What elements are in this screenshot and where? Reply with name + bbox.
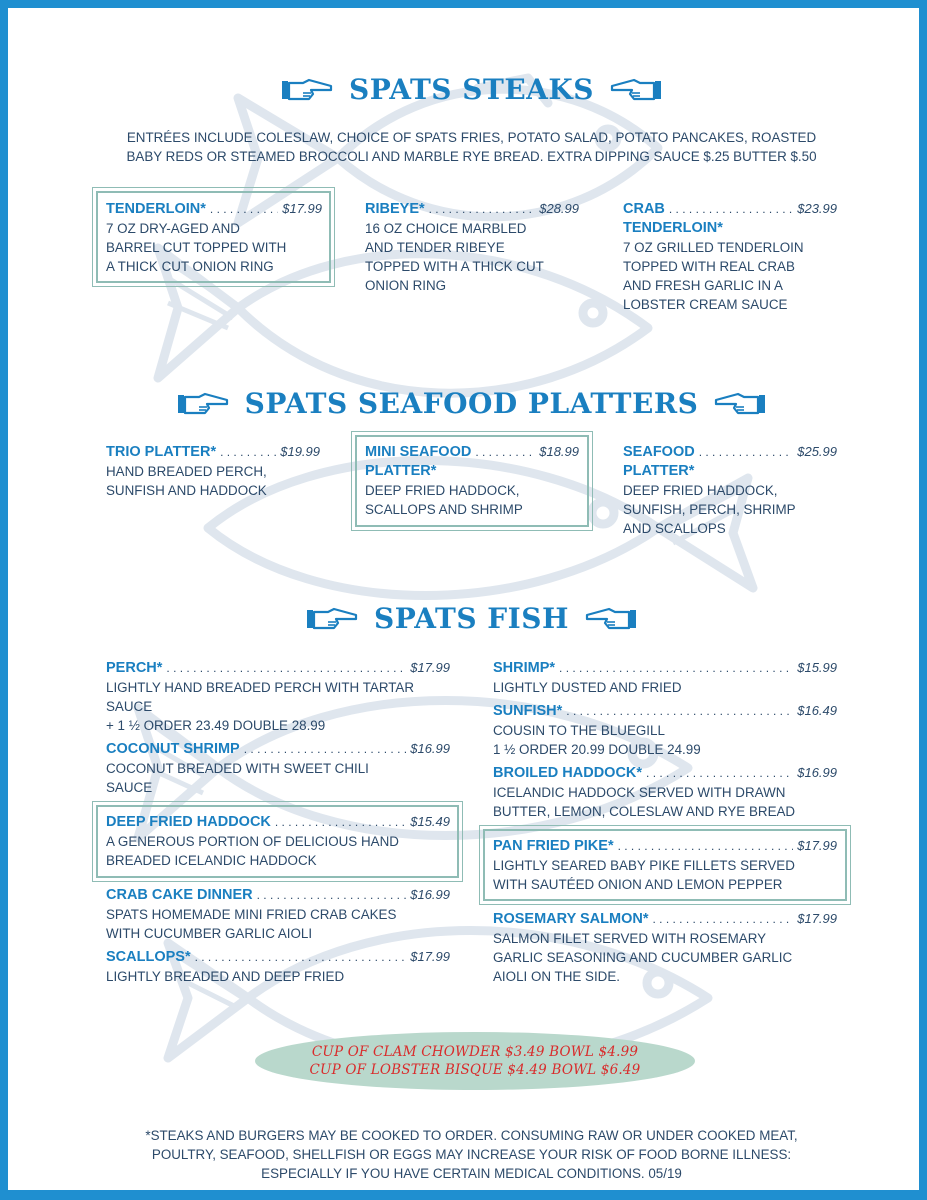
- item-desc-line: TOPPED WITH REAL CRAB: [623, 259, 795, 274]
- footer-line: ESPECIALLY IF YOU HAVE CERTAIN MEDICAL CONDITIONS. 05/19: [261, 1166, 682, 1181]
- item-desc-line: COUSIN TO THE BLUEGILL: [493, 723, 665, 738]
- item-price: $28.99: [539, 201, 579, 216]
- menu-item-scallops: [106, 948, 450, 986]
- item-desc-line: 7 OZ DRY-AGED AND: [106, 221, 240, 236]
- item-desc-line: A THICK CUT ONION RING: [106, 259, 274, 274]
- item-name-line2: PLATTER*: [365, 463, 437, 479]
- menu-item-mini-seafood-platter: [365, 443, 579, 519]
- soup-special-oval: [255, 1032, 695, 1090]
- item-desc-line: SCALLOPS AND SHRIMP: [365, 502, 523, 517]
- menu-item-seafood-platter: [623, 443, 837, 538]
- item-price: $16.49: [797, 703, 837, 718]
- item-desc-line: BUTTER, LEMON, COLESLAW AND RYE BREAD: [493, 804, 796, 819]
- item-name: RIBEYE*: [365, 201, 425, 217]
- item-desc-line: COCONUT BREADED WITH SWEET CHILI: [106, 761, 369, 776]
- item-name: COCONUT SHRIMP: [106, 741, 240, 757]
- item-desc-line: WITH SAUTÉED ONION AND LEMON PEPPER: [493, 877, 783, 892]
- item-price: $17.99: [797, 911, 837, 926]
- item-name: DEEP FRIED HADDOCK: [106, 814, 271, 830]
- item-desc-line: BARREL CUT TOPPED WITH: [106, 240, 287, 255]
- menu-item-rosemary-salmon: [493, 910, 837, 986]
- item-name: CRAB CAKE DINNER: [106, 887, 253, 903]
- pointing-hand-right-icon: [281, 77, 335, 103]
- steaks-title: SPATS STEAKS: [349, 73, 594, 106]
- menu-item-shrimp: [493, 659, 837, 697]
- menu-item-crab-cake-dinner: [106, 886, 450, 943]
- item-name: SUNFISH*: [493, 703, 563, 719]
- item-desc-line: LIGHTLY DUSTED AND FRIED: [493, 680, 682, 695]
- menu-item-sunfish: [493, 702, 837, 759]
- item-price: $17.99: [282, 201, 322, 216]
- item-desc-line: SUNFISH AND HADDOCK: [106, 483, 267, 498]
- item-desc-line: ONION RING: [365, 278, 447, 293]
- menu-item-ribeye: [365, 200, 579, 295]
- item-name: SEAFOOD: [623, 444, 695, 460]
- item-desc-line: SUNFISH, PERCH, SHRIMP: [623, 502, 796, 517]
- item-desc-line: DEEP FRIED HADDOCK,: [365, 483, 520, 498]
- item-desc-line: LIGHTLY HAND BREADED PERCH WITH TARTAR: [106, 680, 415, 695]
- item-name-line2: PLATTER*: [623, 463, 695, 479]
- item-price: $15.49: [410, 814, 450, 829]
- item-desc-line: AND SCALLOPS: [623, 521, 726, 536]
- steaks-heading: [8, 73, 927, 106]
- item-name: CRAB: [623, 201, 665, 217]
- item-desc-line: BREADED ICELANDIC HADDOCK: [106, 853, 317, 868]
- menu-item-coconut-shrimp: [106, 740, 450, 797]
- item-desc-line: HAND BREADED PERCH,: [106, 464, 267, 479]
- item-desc-line: TOPPED WITH A THICK CUT: [365, 259, 544, 274]
- item-name: MINI SEAFOOD: [365, 444, 472, 460]
- item-price: $17.99: [410, 660, 450, 675]
- item-desc-line: GARLIC SEASONING AND CUCUMBER GARLIC: [493, 950, 793, 965]
- menu-item-broiled-haddock: [493, 764, 837, 821]
- item-price: $18.99: [539, 444, 579, 459]
- item-price: $19.99: [280, 444, 320, 459]
- menu-item-perch: [106, 659, 450, 735]
- item-name: BROILED HADDOCK*: [493, 765, 643, 781]
- item-name: PAN FRIED PIKE*: [493, 838, 614, 854]
- item-name: SCALLOPS*: [106, 949, 191, 965]
- item-desc-line: AND TENDER RIBEYE: [365, 240, 505, 255]
- item-name: ROSEMARY SALMON*: [493, 911, 649, 927]
- item-desc-line: ICELANDIC HADDOCK SERVED WITH DRAWN: [493, 785, 786, 800]
- item-desc-line: + 1 ½ ORDER 23.49 DOUBLE 28.99: [106, 718, 326, 733]
- menu-item-pan-fried-pike: [493, 837, 837, 894]
- item-price: $23.99: [797, 201, 837, 216]
- pointing-hand-left-icon: [712, 391, 766, 417]
- pointing-hand-left-icon: [608, 77, 662, 103]
- fish-title: SPATS FISH: [374, 602, 569, 635]
- item-desc-line: LIGHTLY SEARED BABY PIKE FILLETS SERVED: [493, 858, 795, 873]
- item-price: $17.99: [410, 949, 450, 964]
- item-price: $16.99: [410, 887, 450, 902]
- menu-item-crab-tenderloin: [623, 200, 837, 314]
- item-desc-line: DEEP FRIED HADDOCK,: [623, 483, 778, 498]
- platters-heading: [8, 387, 927, 420]
- item-desc-line: WITH CUCUMBER GARLIC AIOLI: [106, 926, 313, 941]
- soup-line-clam-chowder: CUP OF CLAM CHOWDER $3.49 BOWL $4.99: [311, 1044, 639, 1060]
- item-desc-line: SALMON FILET SERVED WITH ROSEMARY: [493, 931, 767, 946]
- item-desc-line: LIGHTLY BREADED AND DEEP FRIED: [106, 969, 345, 984]
- item-name: TENDERLOIN*: [106, 201, 206, 217]
- item-desc-line: SAUCE: [106, 699, 153, 714]
- item-desc-line: 1 ½ ORDER 20.99 DOUBLE 24.99: [493, 742, 701, 757]
- item-name: SHRIMP*: [493, 660, 556, 676]
- menu-content: [8, 8, 927, 1200]
- footer-disclaimer: [108, 1126, 835, 1183]
- item-desc-line: 7 OZ GRILLED TENDERLOIN: [623, 240, 804, 255]
- item-price: $16.99: [410, 741, 450, 756]
- menu-item-trio-platter: [106, 443, 320, 500]
- item-name: TRIO PLATTER*: [106, 444, 217, 460]
- footer-line: POULTRY, SEAFOOD, SHELLFISH OR EGGS MAY INCREASE YOUR RISK OF FOOD BORNE ILLNESS:: [151, 1147, 792, 1162]
- footer-line: *STEAKS AND BURGERS MAY BE COOKED TO ORDER. CONSUMING RAW OR UNDER COOKED MEAT,: [145, 1128, 798, 1143]
- pointing-hand-right-icon: [177, 391, 231, 417]
- fish-heading: [8, 602, 927, 635]
- item-desc-line: A GENEROUS PORTION OF DELICIOUS HAND: [106, 834, 399, 849]
- steaks-intro: ENTRÉES INCLUDE COLESLAW, CHOICE OF SPATS FRIES, POTATO SALAD, POTATO PANCAKES, ROASTED BABY REDS OR STEAMED BROCCOLI AND MARBLE RYE BREAD. EXTRA DIPPING SAUCE $.25 BUTTER $.50: [126, 130, 817, 164]
- menu-item-deep-fried-haddock: [106, 813, 450, 870]
- item-name-line2: TENDERLOIN*: [623, 220, 723, 236]
- item-name: PERCH*: [106, 660, 163, 676]
- item-price: $16.99: [797, 765, 837, 780]
- item-price: $15.99: [797, 660, 837, 675]
- item-desc-line: AIOLI ON THE SIDE.: [493, 969, 620, 984]
- item-desc-line: SAUCE: [106, 780, 153, 795]
- item-desc-line: AND FRESH GARLIC IN A: [623, 278, 783, 293]
- pointing-hand-right-icon: [306, 606, 360, 632]
- platters-title: SPATS SEAFOOD PLATTERS: [244, 387, 699, 420]
- soup-line-lobster-bisque: CUP OF LOBSTER BISQUE $4.49 BOWL $6.49: [309, 1062, 641, 1078]
- item-price: $17.99: [797, 838, 837, 853]
- item-price: $25.99: [797, 444, 837, 459]
- item-desc-line: SPATS HOMEMADE MINI FRIED CRAB CAKES: [106, 907, 397, 922]
- item-desc-line: 16 OZ CHOICE MARBLED: [365, 221, 527, 236]
- item-desc-line: LOBSTER CREAM SAUCE: [623, 297, 788, 312]
- pointing-hand-left-icon: [583, 606, 637, 632]
- menu-item-tenderloin: [106, 200, 322, 276]
